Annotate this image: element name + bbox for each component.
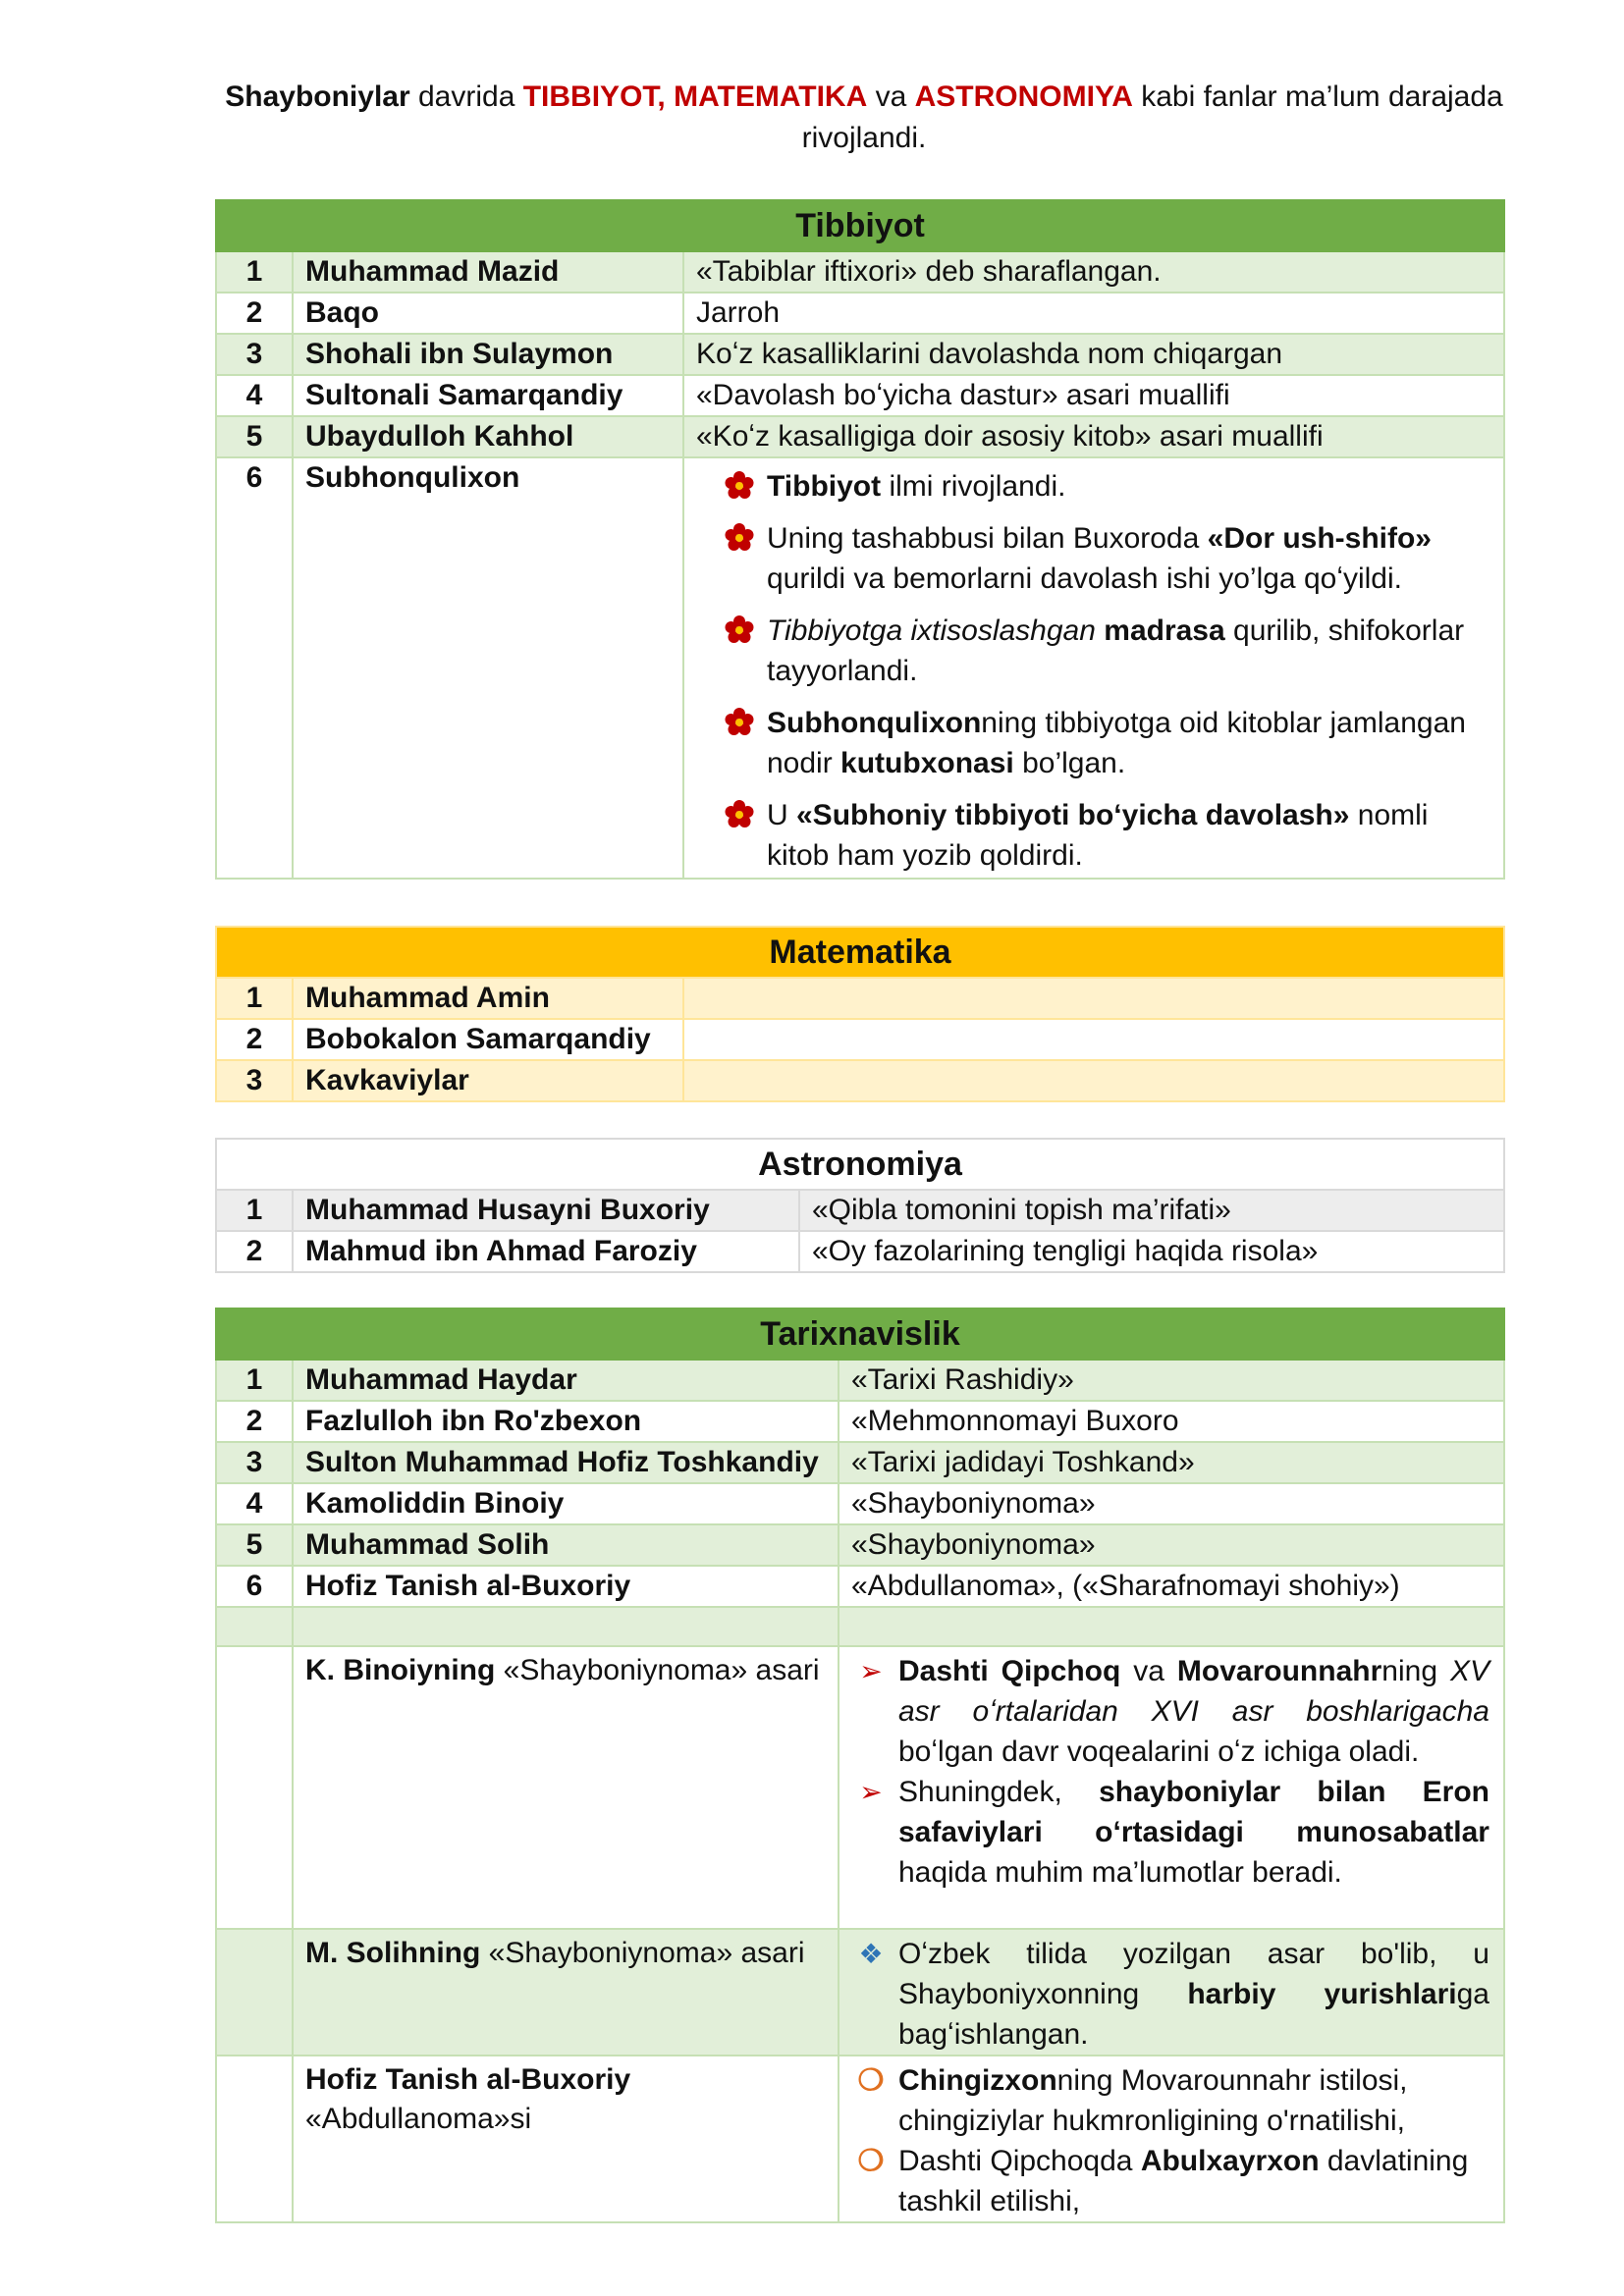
row-number: 4 xyxy=(216,1483,293,1524)
text: ning xyxy=(1381,1655,1450,1687)
text: Dashti Qipchoqda xyxy=(898,2145,1141,2177)
table-row xyxy=(216,1060,1504,1101)
person-desc: «Tarixi jadidayi Toshkand» xyxy=(839,1442,1504,1483)
person-name: Subhonqulixon xyxy=(293,457,683,879)
table-row xyxy=(216,2056,1504,2222)
bold-text: «Dor ush-shifo» xyxy=(1207,522,1432,555)
work-details xyxy=(839,2056,1504,2222)
row-number: 5 xyxy=(216,416,293,457)
person-desc: «Oy fazolarining tengligi haqida risola» xyxy=(799,1231,1504,1272)
intro-shayboniylar: Shayboniylar xyxy=(225,80,410,113)
bold-text: Dashti Qipchoq xyxy=(898,1655,1121,1687)
bold-text: Chingizxon xyxy=(898,2064,1057,2097)
list-item xyxy=(720,611,1488,691)
person-desc: «Abdullanoma», («Sharafnomayi shohiy») xyxy=(839,1566,1504,1607)
bold-text: shayboniylar bilan Eron safaviylari oʻrtasidagi munosabatlar xyxy=(898,1776,1490,1848)
text: haqida muhim ma’lumotlar beradi. xyxy=(898,1856,1342,1889)
person-desc: «Shayboniynoma» xyxy=(839,1483,1504,1524)
text: nomli kitob ham yozib qoldirdi. xyxy=(767,799,1429,872)
table-row xyxy=(216,1019,1504,1060)
bold-text: madrasa xyxy=(1104,614,1225,647)
row-number: 2 xyxy=(216,293,293,334)
person-desc: «Tabiblar iftixori» deb sharaflangan. xyxy=(683,251,1504,293)
table-row xyxy=(216,978,1504,1019)
table-row xyxy=(216,1190,1504,1231)
row-number: 3 xyxy=(216,334,293,375)
arrow-icon: ➢ xyxy=(859,1656,883,1686)
table-row xyxy=(216,1442,1504,1483)
table-row xyxy=(216,1646,1504,1929)
empty-cell xyxy=(683,978,1504,1019)
text: ning Movarounnahr istilosi, chingiziylar hukmronligining o'rnatilishi, xyxy=(898,2064,1408,2137)
bold-text: kutubxonasi xyxy=(840,747,1014,779)
table-row xyxy=(216,293,1504,334)
empty-cell xyxy=(683,1060,1504,1101)
row-number: 4 xyxy=(216,375,293,416)
row-number: 1 xyxy=(216,1360,293,1401)
text: «Abdullanoma»si xyxy=(305,2103,532,2135)
work-title xyxy=(293,2056,839,2222)
person-desc: «Mehmonnomayi Buxoro xyxy=(839,1401,1504,1442)
table-row xyxy=(216,251,1504,293)
empty-cell xyxy=(293,1607,839,1646)
intro-paragraph xyxy=(216,77,1512,159)
list-item xyxy=(851,2060,1489,2141)
text: qurilib, shifokorlar tayyorlandi. xyxy=(767,614,1465,687)
table-row xyxy=(216,1929,1504,2056)
list-item xyxy=(720,703,1488,783)
person-desc: «Qibla tomonini topish ma’rifati» xyxy=(799,1190,1504,1231)
diamond-icon: ❖ xyxy=(858,1939,884,1969)
row-number: 1 xyxy=(216,978,293,1019)
bold-text: Hofiz Tanish al-Buxoriy xyxy=(305,2063,631,2096)
matematika-table xyxy=(215,926,1505,1102)
text: ning tibbiyotga oid kitoblar jamlangan nodir xyxy=(767,707,1466,779)
list-item xyxy=(720,466,1488,507)
subhonqulixon-details xyxy=(683,457,1504,879)
bold-text: harbiy yurishlari xyxy=(1187,1978,1457,2010)
flower-icon xyxy=(720,611,759,657)
person-desc: «Davolash boʻyicha dastur» asari muallifi xyxy=(683,375,1504,416)
table-row xyxy=(216,1566,1504,1607)
empty-cell xyxy=(839,1607,1504,1646)
text: «Shayboniynoma» asari xyxy=(495,1654,820,1686)
person-name: Hofiz Tanish al-Buxoriy xyxy=(293,1566,839,1607)
list-item xyxy=(851,1651,1489,1772)
bold-text: M. Solihning xyxy=(305,1937,481,1969)
intro-text: kabi fanlar ma’lum darajada rivojlandi. xyxy=(801,80,1503,154)
person-name: Bobokalon Samarqandiy xyxy=(293,1019,683,1060)
text: Oʻzbek tilida yozilgan asar bo'lib, u Shayboniyxonning xyxy=(898,1938,1489,2010)
work-details xyxy=(839,1929,1504,2056)
work-details xyxy=(839,1646,1504,1929)
person-name: Baqo xyxy=(293,293,683,334)
person-name: Muhammad Husayni Buxoriy xyxy=(293,1190,799,1231)
empty-cell xyxy=(216,1929,293,2056)
list-item xyxy=(720,518,1488,599)
bold-text: Tibbiyot xyxy=(767,470,882,503)
text: «Shayboniynoma» asari xyxy=(480,1937,805,1969)
table-row xyxy=(216,416,1504,457)
tarixnavislik-table xyxy=(215,1308,1505,2223)
row-number: 6 xyxy=(216,1566,293,1607)
row-number: 2 xyxy=(216,1231,293,1272)
empty-cell xyxy=(216,2056,293,2222)
text: ilmi rivojlandi. xyxy=(881,470,1066,503)
person-name: Shohali ibn Sulaymon xyxy=(293,334,683,375)
table-row xyxy=(216,375,1504,416)
empty-cell xyxy=(216,1607,293,1646)
bold-text: Abulxayrxon xyxy=(1140,2145,1320,2177)
person-name: Sulton Muhammad Hofiz Toshkandiy xyxy=(293,1442,839,1483)
person-name: Muhammad Solih xyxy=(293,1524,839,1566)
italic-text: Tibbiyotga ixtisoslashgan xyxy=(767,614,1096,647)
italic-text: XV asr oʻrtalaridan XVI asr boshlarigacha xyxy=(898,1655,1489,1728)
flower-icon xyxy=(720,466,759,512)
table-row xyxy=(216,1231,1504,1272)
list-item xyxy=(720,795,1488,876)
intro-text: davrida xyxy=(409,80,523,113)
tibbiyot-table xyxy=(215,199,1505,880)
row-number: 2 xyxy=(216,1401,293,1442)
ring-icon: ❍ xyxy=(857,2064,885,2097)
person-name: Muhammad Mazid xyxy=(293,251,683,293)
row-number: 2 xyxy=(216,1019,293,1060)
empty-cell xyxy=(216,1646,293,1929)
table-row xyxy=(216,334,1504,375)
flower-icon xyxy=(720,703,759,749)
list-item xyxy=(851,1772,1489,1893)
person-desc: «Shayboniynoma» xyxy=(839,1524,1504,1566)
row-number: 3 xyxy=(216,1060,293,1101)
person-desc: Koʻz kasalliklarini davolashda nom chiqargan xyxy=(683,334,1504,375)
bold-text: Movarounnahr xyxy=(1176,1655,1382,1687)
text: Uning tashabbusi bilan Buxoroda xyxy=(767,522,1208,555)
intro-highlight-2: ASTRONOMIYA xyxy=(914,80,1133,113)
row-number: 1 xyxy=(216,1190,293,1231)
bold-text: «Subhoniy tibbiyoti boʻyicha davolash» xyxy=(796,799,1350,831)
row-number: 3 xyxy=(216,1442,293,1483)
person-name: Mahmud ibn Ahmad Faroziy xyxy=(293,1231,799,1272)
table-row xyxy=(216,1483,1504,1524)
person-name: Kamoliddin Binoiy xyxy=(293,1483,839,1524)
person-name: Kavkaviylar xyxy=(293,1060,683,1101)
person-desc: «Koʻz kasalligiga doir asosiy kitob» asari muallifi xyxy=(683,416,1504,457)
person-desc: Jarroh xyxy=(683,293,1504,334)
row-number: 6 xyxy=(216,457,293,879)
table-row xyxy=(216,1360,1504,1401)
text: bo’lgan. xyxy=(1013,747,1126,779)
person-name: Fazlulloh ibn Ro'zbexon xyxy=(293,1401,839,1442)
intro-highlight-1: TIBBIYOT, MATEMATIKA xyxy=(522,80,868,113)
table-row-empty xyxy=(216,1607,1504,1646)
person-name: Muhammad Haydar xyxy=(293,1360,839,1401)
astronomiya-title: Astronomiya xyxy=(216,1139,1504,1190)
person-name: Muhammad Amin xyxy=(293,978,683,1019)
person-desc: «Tarixi Rashidiy» xyxy=(839,1360,1504,1401)
row-number: 5 xyxy=(216,1524,293,1566)
text: Shuningdek, xyxy=(898,1776,1100,1808)
row-number: 1 xyxy=(216,251,293,293)
flower-icon xyxy=(720,795,759,841)
ring-icon: ❍ xyxy=(857,2145,885,2177)
list-item xyxy=(851,1934,1489,2055)
arrow-icon: ➢ xyxy=(859,1777,883,1807)
matematika-title: Matematika xyxy=(216,927,1504,978)
text: va xyxy=(1120,1655,1177,1687)
tibbiyot-title: Tibbiyot xyxy=(216,200,1504,251)
bold-text: Subhonqulixon xyxy=(767,707,982,739)
text xyxy=(1096,614,1104,647)
table-row xyxy=(216,1524,1504,1566)
text: boʻlgan davr voqealarini oʻz ichiga oladi. xyxy=(898,1735,1420,1768)
person-name: Sultonali Samarqandiy xyxy=(293,375,683,416)
work-title xyxy=(293,1646,839,1929)
flower-icon xyxy=(720,518,759,564)
person-name: Ubaydulloh Kahhol xyxy=(293,416,683,457)
table-row xyxy=(216,457,1504,879)
list-item xyxy=(851,2141,1489,2221)
work-title xyxy=(293,1929,839,2056)
text: ga bagʻishlangan. xyxy=(898,1978,1489,2051)
bold-text: K. Binoiyning xyxy=(305,1654,496,1686)
tarixnavislik-title: Tarixnavislik xyxy=(216,1308,1504,1360)
table-row xyxy=(216,1401,1504,1442)
text: davlatining tashkil etilishi, xyxy=(898,2145,1469,2217)
intro-text: va xyxy=(867,80,915,113)
text: U xyxy=(767,799,796,831)
text: qurildi va bemorlarni davolash ishi yo’lga qoʻyildi. xyxy=(767,562,1402,595)
empty-cell xyxy=(683,1019,1504,1060)
astronomiya-table xyxy=(215,1138,1505,1273)
